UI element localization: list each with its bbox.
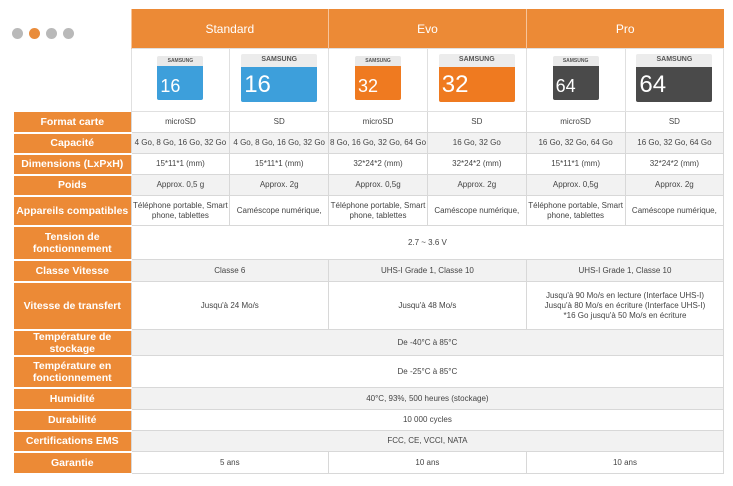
table-cell: 4 Go, 8 Go, 16 Go, 32 Go	[131, 133, 230, 154]
table-cell: microSD	[526, 112, 625, 133]
table-cell: Jusqu'à 48 Mo/s	[329, 282, 527, 330]
table-cell: 5 ans	[131, 452, 329, 474]
row-vitesse	[14, 282, 724, 330]
table-cell: UHS-I Grade 1, Classe 10	[526, 260, 724, 282]
table-cell: 16 Go, 32 Go	[427, 133, 526, 154]
table-cell: 15*11*1 (mm)	[230, 154, 329, 175]
table-cell: 10 ans	[329, 452, 527, 474]
table-cell: Téléphone portable, Smart phone, tablettes	[526, 196, 625, 226]
table-cell: De -40°C à 85°C	[131, 330, 724, 356]
row-label: Poids	[14, 175, 131, 196]
row-label: Durabilité	[14, 410, 131, 431]
row-durabilite	[14, 410, 724, 431]
table-cell: 32*24*2 (mm)	[329, 154, 428, 175]
table-cell: SD	[230, 112, 329, 133]
table-cell: Téléphone portable, Smart phone, tablettes	[131, 196, 230, 226]
table-cell: Approx. 2g	[427, 175, 526, 196]
vitesse-line: *16 Go jusqu'à 50 Mo/s en écriture	[563, 310, 687, 320]
row-stockage	[14, 330, 724, 356]
row-label: Humidité	[14, 388, 131, 410]
table-cell: 4 Go, 8 Go, 16 Go, 32 Go	[230, 133, 329, 154]
table-cell: Caméscope numérique,	[427, 196, 526, 226]
table-cell: UHS-I Grade 1, Classe 10	[329, 260, 527, 282]
row-appareils	[14, 196, 724, 226]
table-cell: Téléphone portable, Smart phone, tablettes	[329, 196, 428, 226]
card-image-pro-microsd: SAMSUNG 64	[526, 49, 625, 112]
table-cell: 15*11*1 (mm)	[131, 154, 230, 175]
tier-pro: Pro	[526, 9, 724, 49]
table-cell: microSD	[131, 112, 230, 133]
vitesse-line: Jusqu'à 90 Mo/s en lecture (Interface UHS-I)	[545, 290, 705, 300]
row-label: Température de stockage	[14, 330, 131, 356]
table-cell: 15*11*1 (mm)	[526, 154, 625, 175]
row-label: Appareils compatibles	[14, 196, 131, 226]
table-cell: 40°C, 93%, 500 heures (stockage)	[131, 388, 724, 410]
table-cell: Approx. 0,5g	[526, 175, 625, 196]
table-cell: 32*24*2 (mm)	[625, 154, 724, 175]
table-cell: Caméscope numérique,	[230, 196, 329, 226]
table-cell: 10 000 cycles	[131, 410, 724, 431]
header-blank	[14, 9, 131, 49]
table-cell: SD	[625, 112, 724, 133]
row-label: Dimensions (LxPxH)	[14, 154, 131, 175]
table-cell: De -25°C à 85°C	[131, 356, 724, 388]
row-poids	[14, 175, 724, 196]
table-cell: Approx. 0,5g	[329, 175, 428, 196]
table-cell: 32*24*2 (mm)	[427, 154, 526, 175]
row-label: Tension de fonctionnement	[14, 226, 131, 260]
vitesse-line: Jusqu'à 80 Mo/s en écriture (Interface UHS-I)	[544, 300, 706, 310]
table-cell: Jusqu'à 24 Mo/s	[131, 282, 329, 330]
row-certif	[14, 431, 724, 452]
row-label: Certifications EMS	[14, 431, 131, 452]
row-label: Format carte	[14, 112, 131, 133]
table-cell: SD	[427, 112, 526, 133]
table-cell: Approx. 2g	[230, 175, 329, 196]
row-humidite	[14, 388, 724, 410]
card-image-evo-microsd: SAMSUNG 32	[329, 49, 428, 112]
table-cell: 10 ans	[526, 452, 724, 474]
card-image-pro-sd: SAMSUNG 64	[625, 49, 724, 112]
row-dimensions	[14, 154, 724, 175]
row-label: Température en fonctionnement	[14, 356, 131, 388]
spec-comparison-table	[14, 9, 724, 475]
image-row-blank	[14, 49, 131, 112]
table-cell: 8 Go, 16 Go, 32 Go, 64 Go	[329, 133, 428, 154]
card-image-standard-microsd: SAMSUNG 16	[131, 49, 230, 112]
row-capacite	[14, 133, 724, 154]
tier-header-row	[14, 9, 724, 49]
table-cell	[526, 282, 724, 330]
row-format	[14, 112, 724, 133]
row-classe	[14, 260, 724, 282]
tier-standard: Standard	[131, 9, 329, 49]
table-cell: 16 Go, 32 Go, 64 Go	[526, 133, 625, 154]
card-image-evo-sd: SAMSUNG 32	[427, 49, 526, 112]
row-label: Capacité	[14, 133, 131, 154]
row-garantie	[14, 452, 724, 474]
table-cell: Classe 6	[131, 260, 329, 282]
table-cell: Approx. 0,5 g	[131, 175, 230, 196]
tier-evo: Evo	[329, 9, 527, 49]
row-label: Vitesse de transfert	[14, 282, 131, 330]
table-cell: FCC, CE, VCCI, NATA	[131, 431, 724, 452]
table-cell: Approx. 2g	[625, 175, 724, 196]
table-cell: microSD	[329, 112, 428, 133]
table-cell: 16 Go, 32 Go, 64 Go	[625, 133, 724, 154]
row-temp-fonct	[14, 356, 724, 388]
row-tension	[14, 226, 724, 260]
card-image-standard-sd: SAMSUNG 16	[230, 49, 329, 112]
row-label: Classe Vitesse	[14, 260, 131, 282]
row-label: Garantie	[14, 452, 131, 474]
table-cell: Caméscope numérique,	[625, 196, 724, 226]
table-cell: 2.7 ~ 3.6 V	[131, 226, 724, 260]
card-image-row	[14, 49, 724, 112]
